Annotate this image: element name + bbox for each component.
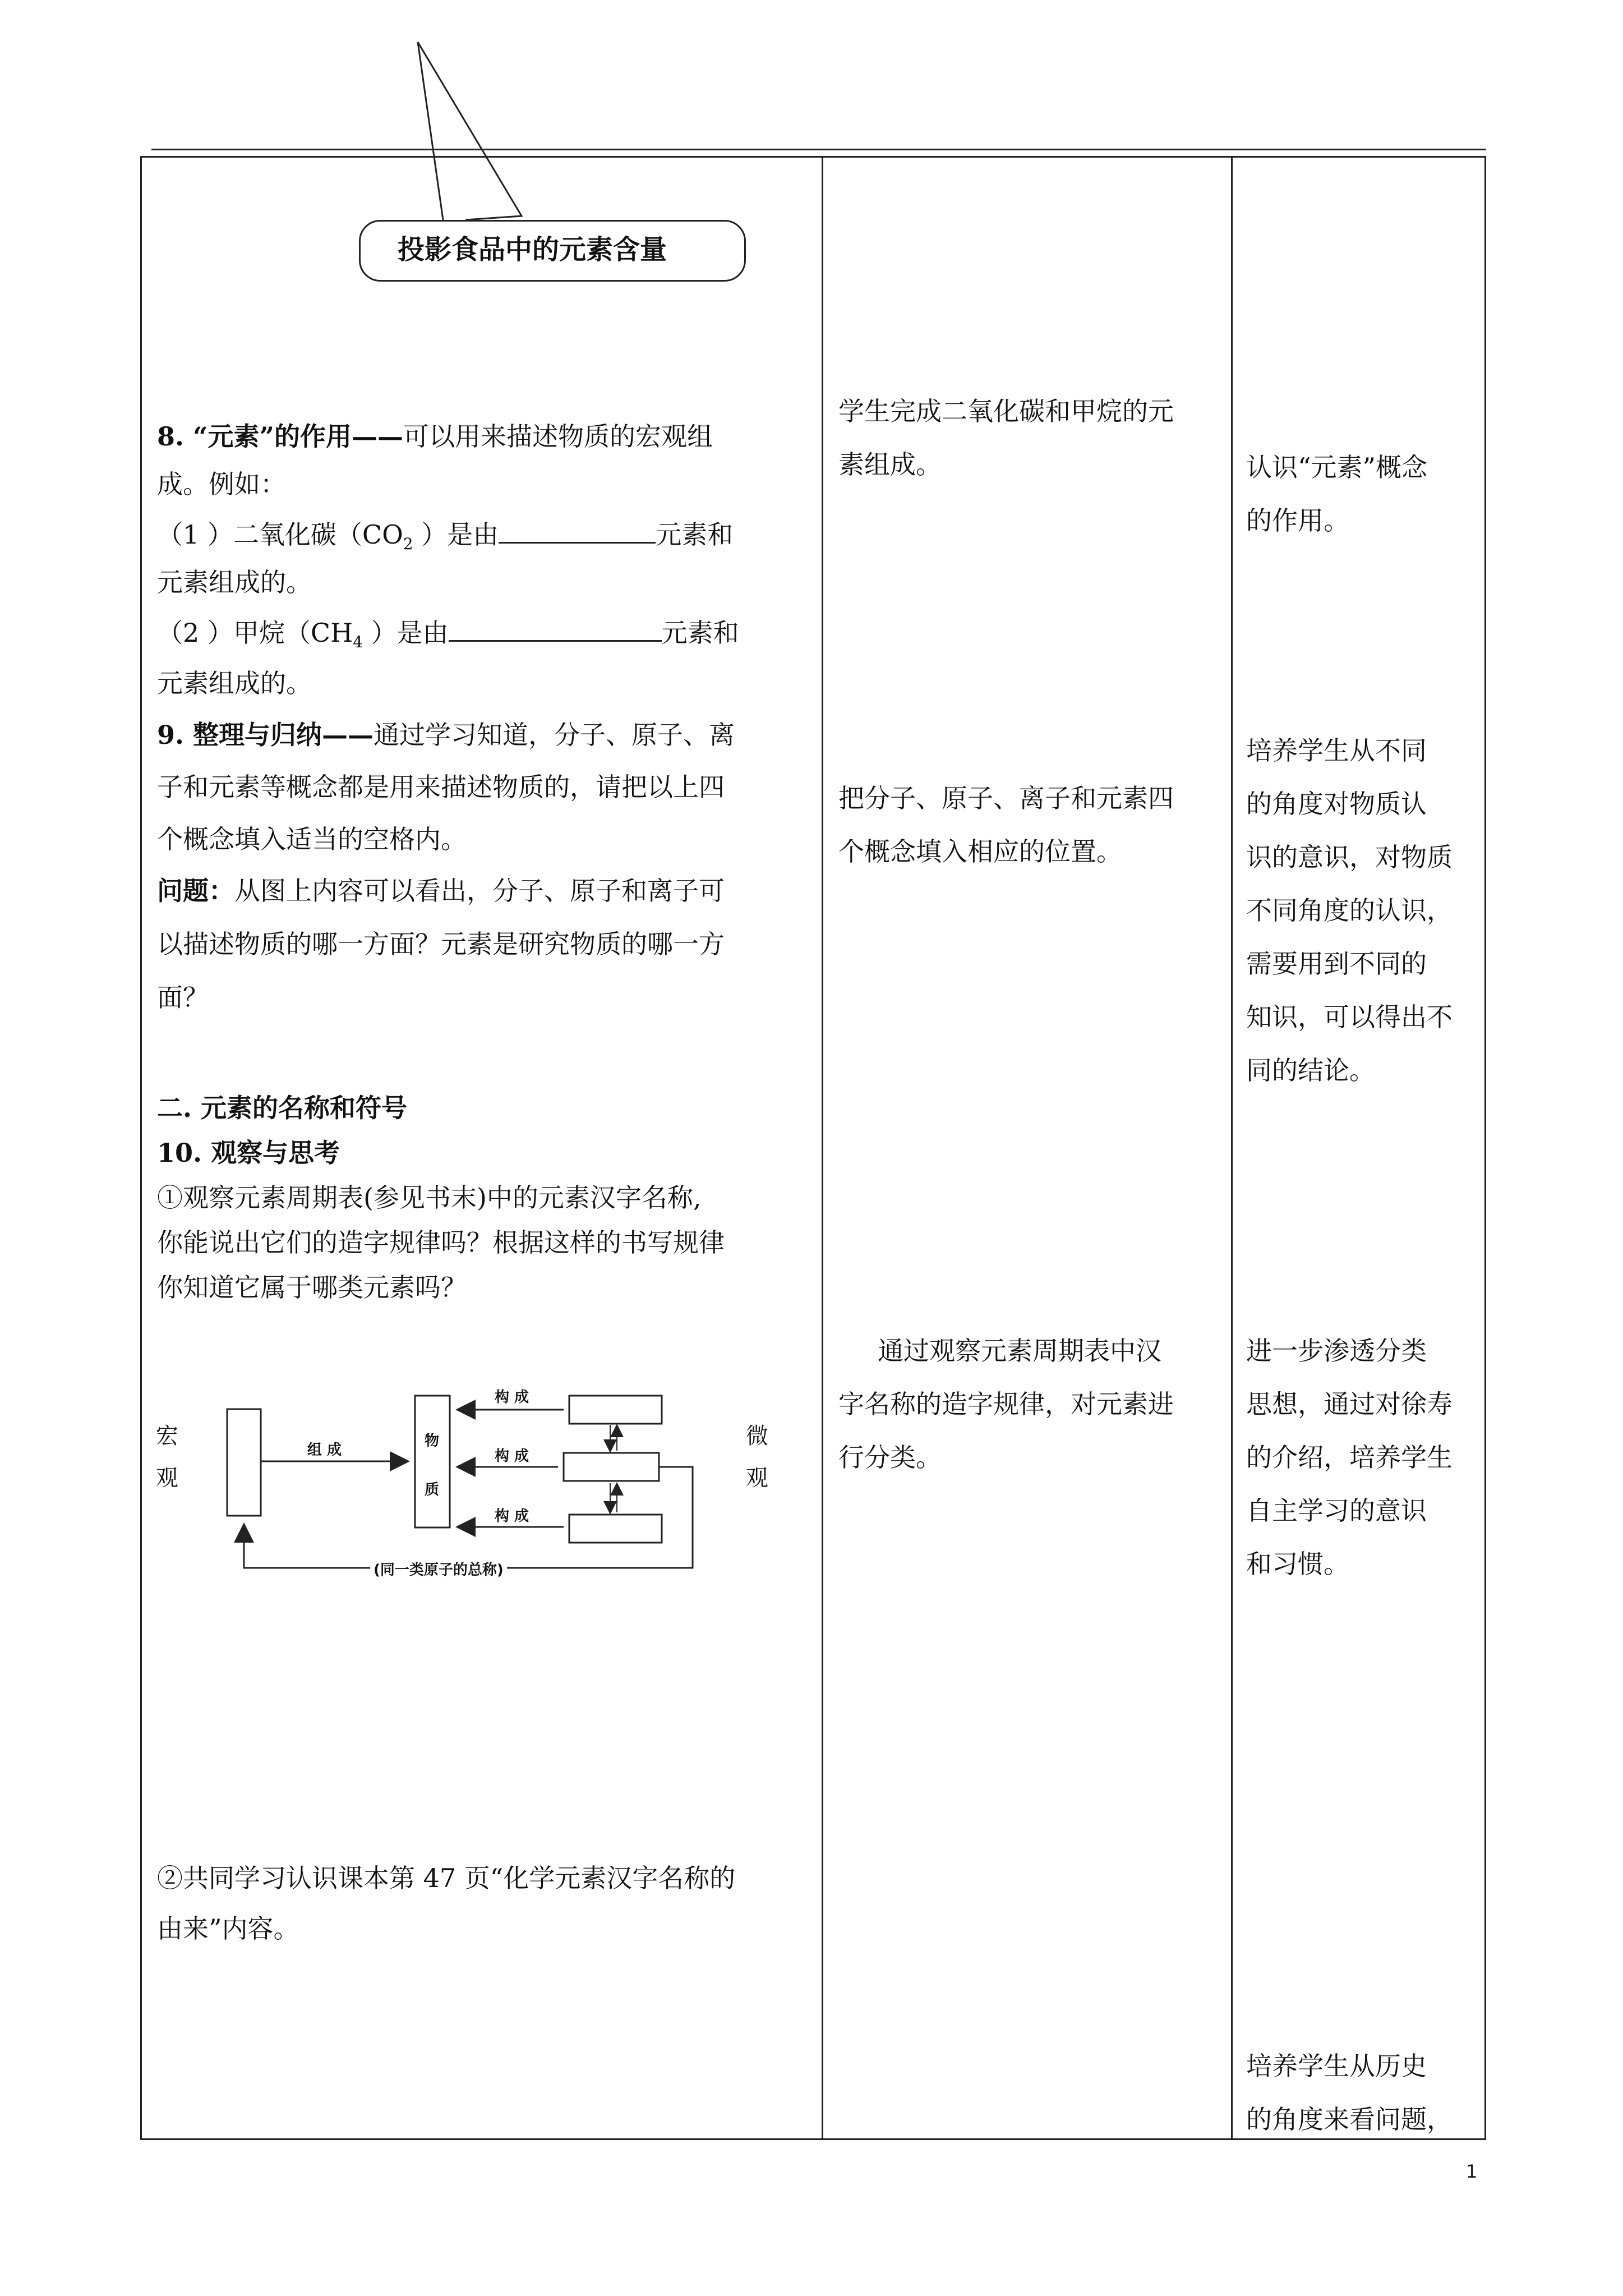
obs1-line2: 你能说出它们的造字规律吗？根据这样的书写规律 <box>157 1227 725 1258</box>
callout-pointer <box>0 0 1623 292</box>
obs1-line1: ①观察元素周期表(参见书末)中的元素汉字名称, <box>157 1182 702 1213</box>
question-text: 从图上内容可以看出，分子、原子和离子可 <box>234 876 725 906</box>
right-3-line1: 进一步渗透分类 <box>1246 1336 1427 1366</box>
compose-label: 组 成 <box>307 1442 342 1458</box>
p8-text: 可以用来描述物质的宏观组 <box>403 421 713 452</box>
q2-suffix: 元素和 <box>661 618 739 648</box>
p9-heading: 9. 整理与归纳—— <box>157 720 374 750</box>
p8-line1 <box>157 409 713 463</box>
question-line2: 以描述物质的哪一方面？元素是研究物质的哪一方 <box>157 929 725 959</box>
table-top-border <box>140 156 1486 158</box>
micro-box-1 <box>569 1396 662 1424</box>
table-left-border <box>140 156 142 2140</box>
callout-text: 投影食品中的元素含量 <box>398 234 667 265</box>
q1-suffix: 元素和 <box>656 519 734 550</box>
q1-subscript: 2 <box>403 535 413 554</box>
concept-diagram <box>151 1380 796 1593</box>
middle-1-line1: 学生完成二氧化碳和甲烷的元 <box>838 396 1174 426</box>
substance-box <box>415 1396 450 1527</box>
right-1-line1: 认识“元素”概念 <box>1246 452 1428 482</box>
constitute-label-1: 构 成 <box>495 1389 529 1406</box>
right-3-line3: 的介绍，培养学生 <box>1246 1442 1453 1473</box>
middle-3-line1: 通过观察元素周期表中汉 <box>878 1336 1161 1366</box>
micro-label-1: 微 <box>746 1423 768 1449</box>
middle-1-line2: 素组成。 <box>838 449 942 480</box>
right-3-line4: 自主学习的意识 <box>1246 1496 1427 1526</box>
element-box <box>227 1409 261 1516</box>
right-2-line2: 的角度对物质认 <box>1246 789 1427 819</box>
p10-heading: 10. 观察与思考 <box>157 1138 340 1168</box>
middle-3-line3: 行分类。 <box>838 1442 942 1473</box>
micro-label-2: 观 <box>746 1465 768 1491</box>
q2-answer-blank[interactable] <box>449 618 662 642</box>
right-4-line2: 的角度来看问题， <box>1246 2104 1453 2134</box>
question-heading: 问题： <box>157 876 234 906</box>
p9-text: 通过学习知道，分子、原子、离 <box>374 720 735 750</box>
p8-heading: 8. “元素”的作用—— <box>157 421 403 452</box>
column-divider-1 <box>822 156 823 2140</box>
middle-2-line1: 把分子、原子、离子和元素四 <box>838 783 1174 813</box>
q1-answer-blank[interactable] <box>499 519 656 544</box>
macro-label-2: 观 <box>156 1465 178 1491</box>
right-2-line7: 同的结论。 <box>1246 1055 1375 1085</box>
right-2-line5: 需要用到不同的 <box>1246 949 1427 979</box>
callout-box <box>359 220 746 282</box>
obs2-line1: ②共同学习认识课本第 47 页“化学元素汉字名称的 <box>157 1863 736 1893</box>
right-3-line5: 和习惯。 <box>1246 1549 1349 1579</box>
q1-prefix: （1 ）二氧化碳（CO <box>157 519 403 550</box>
table-right-border <box>1484 156 1486 2140</box>
question-line1 <box>157 864 725 918</box>
substance-label-2: 质 <box>425 1481 440 1498</box>
column-divider-2 <box>1231 156 1233 2140</box>
question-line3: 面？ <box>157 982 209 1013</box>
q2-subscript: 4 <box>353 633 363 652</box>
section-2-heading: 二. 元素的名称和符号 <box>157 1093 408 1123</box>
p9-line2: 子和元素等概念都是用来描述物质的，请把以上四 <box>157 772 725 802</box>
p9-line1 <box>157 708 735 762</box>
p8-line2: 成。例如： <box>157 469 286 499</box>
bottom-loop-label: (同一类原子的总称) <box>370 1558 507 1579</box>
right-2-line3: 识的意识，对物质 <box>1246 842 1453 872</box>
page-number: 1 <box>1466 2161 1478 2182</box>
q2-prefix: （2 ）甲烷（CH <box>157 618 353 648</box>
constitute-label-2: 构 成 <box>495 1448 529 1465</box>
right-2-line4: 不同角度的认识， <box>1246 895 1453 926</box>
p9-line3: 个概念填入适当的空格内。 <box>157 824 467 854</box>
right-3-line2: 思想，通过对徐寿 <box>1246 1389 1453 1419</box>
middle-2-line2: 个概念填入相应的位置。 <box>838 836 1122 867</box>
constitute-label-3: 构 成 <box>495 1508 529 1525</box>
table-top-rule <box>151 149 1486 150</box>
substance-label-1: 物 <box>425 1433 440 1450</box>
macro-label-1: 宏 <box>156 1423 178 1449</box>
right-2-line6: 知识，可以得出不 <box>1246 1002 1453 1032</box>
right-1-line2: 的作用。 <box>1246 505 1349 536</box>
middle-3-line2: 字名称的造字规律，对元素进 <box>838 1389 1174 1419</box>
micro-box-2 <box>564 1453 659 1481</box>
obs2-line2: 由来”内容。 <box>157 1913 299 1944</box>
q2-mid: ）是由 <box>363 618 449 648</box>
right-4-line1: 培养学生从历史 <box>1246 2051 1427 2081</box>
obs1-line3: 你知道它属于哪类元素吗？ <box>157 1272 467 1303</box>
q2-line2: 元素组成的。 <box>157 668 312 698</box>
right-2-line1: 培养学生从不同 <box>1246 735 1427 766</box>
micro-box-3 <box>569 1515 662 1543</box>
q1-line2: 元素组成的。 <box>157 567 312 597</box>
q1-mid: ）是由 <box>413 519 499 550</box>
